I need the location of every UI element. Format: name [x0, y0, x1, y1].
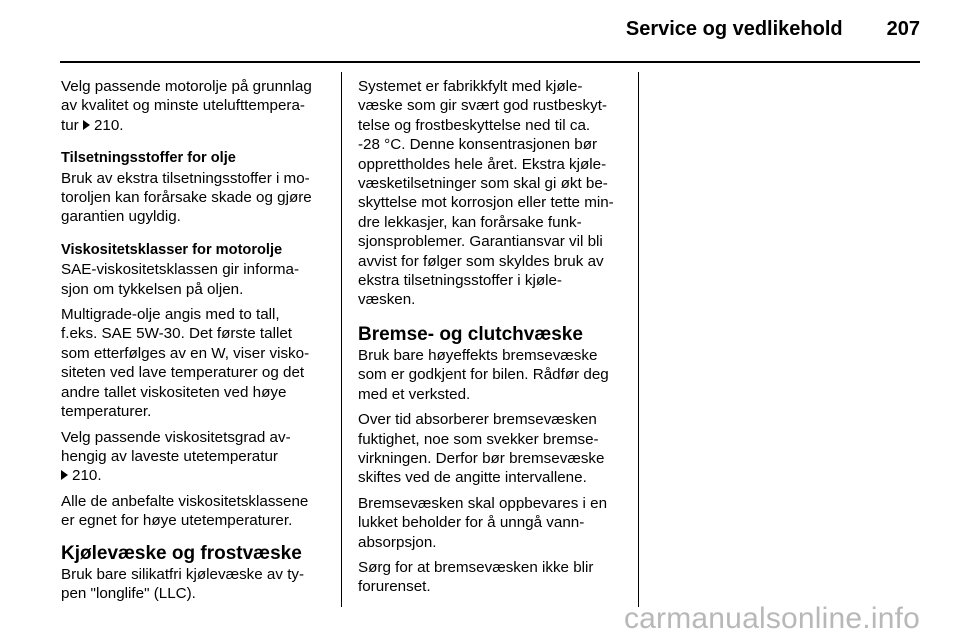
reference-arrow-icon [61, 470, 68, 480]
column-divider-left [341, 72, 342, 607]
section-viscosity: Viskositetsklasser for motorolje SAE-viskositetsklassen gir informa- sjon om tykkelsen på oljen. [61, 241, 329, 299]
paragraph-brake-contamination: Sørg for at bremsevæsken ikke blir forurenset. [358, 558, 594, 596]
paragraph-brake-storage: Bremsevæsken skal oppbevares i en lukket beholder for å unngå vann- absorpsjon. [358, 494, 608, 551]
watermark: carmanualsonline.info [623, 602, 920, 635]
paragraph-high-temps: Alle de anbefalte viskositetsklassene er egnet for høye utetemperaturer. [61, 492, 309, 530]
section-title: Service og vedlikehold [625, 18, 843, 40]
page-reference-link[interactable]: 210. [93, 116, 124, 134]
paragraph-brake-moisture: Over tid absorberer bremsevæsken fuktighet, noe som svekker bremse- virkningen. Derfor bør bremsevæske skiftes ved de angitte intervallene. [358, 411, 605, 487]
paragraph-oil-choice: Velg passende motorolje på grunnlag av kvalitet og minste utelufttempera- tur 210. [61, 78, 312, 134]
reference-arrow-icon [83, 120, 90, 130]
heading-additives: Tilsetningsstoffer for olje [61, 150, 236, 167]
paragraph-brake-fluid: Bruk bare høyeffekts bremsevæske som er godkjent for bilen. Rådfør deg med et verksted. [358, 346, 609, 403]
page-header [60, 18, 920, 41]
paragraph-multigrade: Multigrade-olje angis med to tall, f.eks. SAE 5W-30. Det første tallet som etterfølges av en W, viser visko- siteten ved lave temperaturer og det andre tallet viskositeten ved høye temperaturer. [61, 306, 310, 421]
paragraph-viscosity-grade: Velg passende viskositetsgrad av- hengig av laveste utetemperatur 210. [61, 428, 291, 485]
page-number: 207 [886, 18, 920, 40]
section-additives: Tilsetningsstoffer for olje Bruk av ekstra tilsetningsstoffer i mo- toroljen kan forårsake skade og gjøre garantien ugyldig. [61, 149, 329, 227]
heading-viscosity: Viskositetsklasser for motorolje [61, 241, 283, 258]
paragraph-coolant-system: Systemet er fabrikkfylt med kjøle- væske som gir svært god rustbeskyt- telse og frostbeskyttelse ned til ca. -28 °C. Denne konsentrasjonen bør opprettholdes hele året. Ekstra kjøle- væsketilsetninger som skal gi økt be- skyttelse mot korrosjon eller tette min- dre lekkasjer, kan forårsake funk- sjonsproblemer. Garantiansvar vil bli avvist for følger som skyldes bruk av ekstra tilsetningsstoffer i kjøle- væsken. [358, 78, 614, 309]
heading-coolant: Kjølevæske og frostvæske [61, 542, 302, 564]
heading-brake-fluid: Bremse- og clutchvæske [358, 323, 583, 345]
left-column [61, 77, 329, 613]
right-column [358, 77, 624, 603]
paragraph-coolant: Bruk bare silikatfri kjølevæske av ty- pen "longlife" (LLC). [61, 565, 305, 602]
header-rule [60, 61, 920, 63]
page-reference-link[interactable]: 210. [72, 467, 102, 485]
column-divider-right [638, 72, 639, 607]
